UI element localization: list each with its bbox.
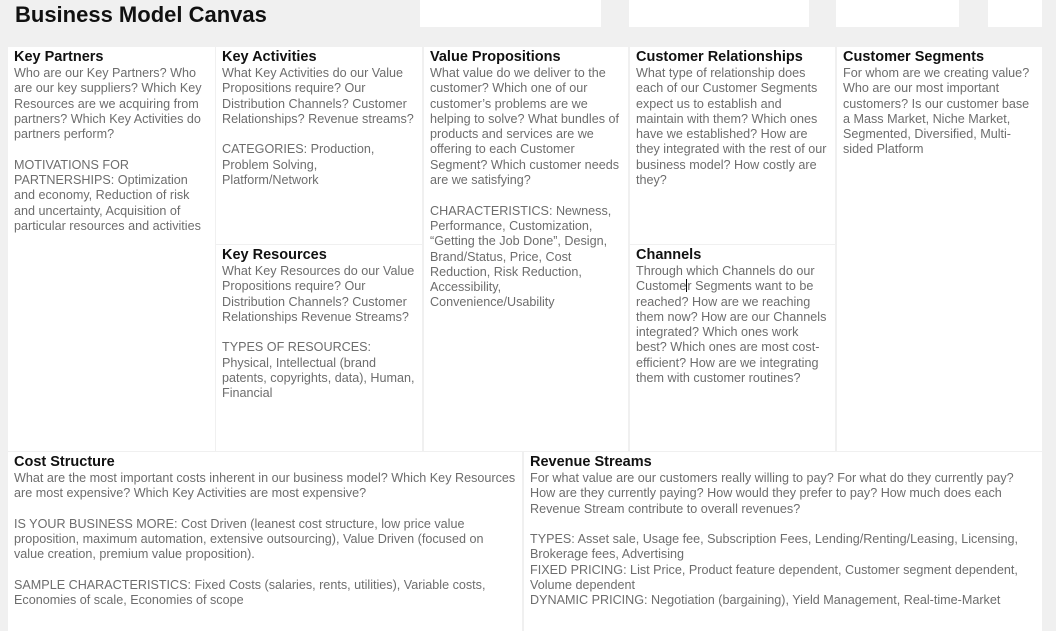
revenue-streams-heading: Revenue Streams xyxy=(530,454,652,470)
key-partners-motivations: MOTIVATIONS FOR PARTNERSHIPS: Optimization and economy, Reduction of risk and uncertainty, Acquisition of particular resources and activities xyxy=(14,157,201,233)
key-partners-cell[interactable] xyxy=(8,47,215,451)
value-propositions-heading: Value Propositions xyxy=(430,49,561,65)
value-propositions-characteristics: CHARACTERISTICS: Newness, Performance, Customization, “Getting the Job Done”, Design, Brand/Status, Price, Cost Reduction, Risk Reduction, Accessibility, Convenience/Usability xyxy=(430,203,612,310)
revenue-streams-types: TYPES: Asset sale, Usage fee, Subscription Fees, Lending/Renting/Leasing, Licensing, Brokerage fees, Advertising xyxy=(530,532,1018,562)
header-field-3[interactable] xyxy=(836,0,959,27)
key-activities-questions: What Key Activities do our Value Propositions require? Our Distribution Channels? Customer Relationships? Revenue streams? xyxy=(222,66,414,126)
customer-segments-questions: For whom are we creating value? Who are our most important customers? Is our customer base a Mass Market, Niche Market, Segmented, Diversified, Multi-sided Platform xyxy=(843,66,1030,157)
key-resources-questions: What Key Resources do our Value Propositions require? Our Distribution Channels? Customer Relationships Revenue Streams? xyxy=(222,264,415,324)
key-resources-heading: Key Resources xyxy=(222,247,327,263)
header-field-4[interactable] xyxy=(988,0,1042,27)
revenue-streams-questions: For what value are our customers really willing to pay? For what do they currently pay? How are they currently paying? How would they prefer to pay? How much does each Revenue Stream contribute to overall revenues? xyxy=(530,471,1014,516)
value-propositions-cell[interactable] xyxy=(424,47,628,451)
key-partners-heading: Key Partners xyxy=(14,49,104,65)
key-partners-questions: Who are our Key Partners? Who are our key suppliers? Which Key Resources are we acquiring from partners? Which Key Activities do partners perform? xyxy=(14,66,202,142)
revenue-streams-cell[interactable] xyxy=(524,452,1042,631)
customer-relationships-questions: What type of relationship does each of our Customer Segments expect us to establish and maintain with them? Which ones have we established? How are they integrated with the rest of our business model? How costly are they? xyxy=(636,66,827,188)
page-title: Business Model Canvas xyxy=(15,2,267,27)
customer-relationships-cell[interactable] xyxy=(630,47,835,244)
customer-segments-heading: Customer Segments xyxy=(843,49,985,65)
cost-structure-cell[interactable] xyxy=(8,452,522,631)
header-field-1[interactable] xyxy=(420,0,601,27)
revenue-streams-dynamic-pricing: DYNAMIC PRICING: Negotiation (bargaining), Yield Management, Real-time-Market xyxy=(530,593,1001,608)
channels-questions-part-2: r Segments want to be reached? How are we reaching them now? How are our Channels integrated? Which ones work best? Which ones are most cost-efficient? How are we integrating them with customer routines? xyxy=(636,279,827,386)
key-resources-types: TYPES OF RESOURCES: Physical, Intellectual (brand patents, copyrights, data), Human, Financial xyxy=(222,340,415,401)
customer-relationships-heading: Customer Relationships xyxy=(636,49,803,65)
channels-heading: Channels xyxy=(636,247,702,263)
value-propositions-questions: What value do we deliver to the customer? Which one of our customer’s problems are we helping to solve? What bundles of products and services are we offering to each Customer Segment? Which customer needs are we satisfying? xyxy=(430,66,620,188)
cost-structure-heading: Cost Structure xyxy=(14,454,115,470)
cost-structure-business-type: IS YOUR BUSINESS MORE: Cost Driven (leanest cost structure, low price value proposition, maximum automation, extensive outsourcing), Value Driven (focused on value creation, premium value proposition). xyxy=(14,516,484,562)
key-activities-categories: CATEGORIES: Production, Problem Solving, Platform/Network xyxy=(222,142,375,188)
cost-structure-questions: What are the most important costs inherent in our business model? Which Key Resources are most expensive? Which Key Activities are most expensive? xyxy=(14,471,516,501)
channels-questions xyxy=(636,264,829,386)
key-activities-heading: Key Activities xyxy=(222,49,317,65)
revenue-streams-fixed-pricing: FIXED PRICING: List Price, Product feature dependent, Customer segment dependent, Volume dependent xyxy=(530,562,1018,593)
channels-questions-part-1: Through which Channels do our Custome xyxy=(636,264,815,294)
channels-cell[interactable] xyxy=(630,245,835,451)
key-activities-cell[interactable] xyxy=(216,47,422,244)
key-resources-cell[interactable] xyxy=(216,245,422,451)
customer-segments-cell[interactable] xyxy=(837,47,1042,451)
header-field-2[interactable] xyxy=(629,0,809,27)
cost-structure-sample: SAMPLE CHARACTERISTICS: Fixed Costs (salaries, rents, utilities), Variable costs, Economies of scale, Economies of scope xyxy=(14,578,486,608)
